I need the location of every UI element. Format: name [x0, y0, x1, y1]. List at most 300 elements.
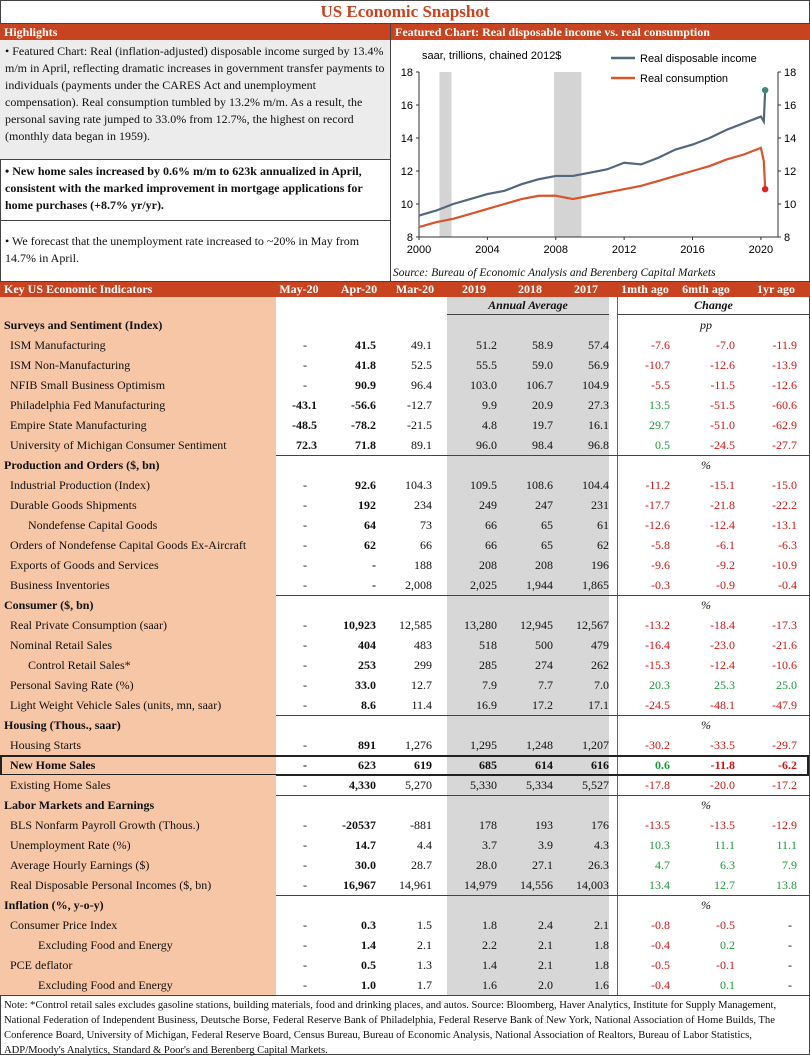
cell-chg-1mth: 29.7 [649, 418, 670, 432]
cell-apr20: 404 [358, 638, 376, 652]
cell-may20: - [303, 558, 307, 572]
cell-chg-1mth: -16.4 [645, 638, 670, 652]
cell-y2019: 14,979 [464, 878, 497, 892]
row-label: ISM Non-Manufacturing [0, 355, 276, 375]
cell-y2017: 5,527 [582, 778, 609, 792]
highlight-item-1: • Featured Chart: Real (inflation-adjusted) disposable income surged by 13.4% m/m in April, reflecting dramatic increases in government transfer payments to individuals (payments under the CARES Act and unemployment compensation). Real consumption tumbled by 13.2% m/m. As a result, the personal saving rate jumped to 33.0% from 12.7%, the highest on record (monthly data began in 1959). [0, 40, 390, 159]
table-row [0, 335, 810, 355]
cell-y2017: 16.1 [588, 418, 609, 432]
cell-may20: - [303, 878, 307, 892]
cell-chg-1mth: 20.3 [649, 678, 670, 692]
row-label: Excluding Food and Energy [0, 975, 276, 995]
cell-mar20: 1,276 [405, 738, 432, 752]
cell-y2019: 55.5 [476, 358, 497, 372]
cell-chg-1yr: -17.3 [772, 618, 797, 632]
table-row [0, 435, 810, 455]
section-row [0, 715, 810, 735]
table-row [0, 955, 810, 975]
cell-may20: - [303, 838, 307, 852]
cell-chg-6mth: -51.0 [710, 418, 735, 432]
cell-y2019: 16.9 [476, 698, 497, 712]
cell-chg-1yr: -11.9 [772, 338, 797, 352]
cell-chg-6mth: -51.5 [710, 398, 735, 412]
row-label: Empire State Manufacturing [0, 415, 276, 435]
cell-chg-1yr: -15.0 [772, 478, 797, 492]
cell-apr20: 8.6 [361, 698, 376, 712]
table-header-bar [0, 282, 810, 297]
cell-may20: - [303, 698, 307, 712]
row-label: Housing Starts [0, 735, 276, 755]
cell-chg-1mth: 4.7 [655, 858, 670, 872]
cell-y2019: 249 [479, 498, 497, 512]
cell-chg-1yr: - [788, 938, 792, 952]
cell-mar20: 49.1 [411, 338, 432, 352]
table-title: Key US Economic Indicators [4, 282, 153, 296]
row-label: NFIB Small Business Optimism [0, 375, 276, 395]
cell-may20: - [303, 758, 307, 772]
section-unit: % [701, 898, 711, 912]
cell-may20: - [303, 918, 307, 932]
y-tick-label-right: 14 [784, 133, 797, 145]
cell-y2018: 108.6 [526, 478, 553, 492]
y-tick-label-left: 18 [400, 67, 413, 79]
cell-apr20: 41.8 [355, 358, 376, 372]
y-tick-label-right: 8 [784, 232, 791, 244]
cell-chg-1yr: -47.9 [772, 698, 797, 712]
cell-chg-1mth: -0.5 [651, 958, 670, 972]
cell-may20: - [303, 618, 307, 632]
cell-y2018: 2.4 [538, 918, 553, 932]
cell-chg-1yr: -13.1 [772, 518, 797, 532]
cell-chg-1mth: -10.7 [645, 358, 670, 372]
cell-chg-6mth: 25.3 [714, 678, 735, 692]
col-2018: 2018 [518, 282, 542, 296]
table-row [0, 855, 810, 875]
cell-y2019: 7.9 [482, 678, 497, 692]
cell-chg-1mth: 0.6 [655, 758, 670, 772]
section-unit: % [701, 598, 711, 612]
table-row [0, 555, 810, 575]
table-row [0, 475, 810, 495]
cell-y2018: 12,945 [520, 618, 553, 632]
cell-chg-6mth: -0.5 [716, 918, 735, 932]
cell-y2018: 500 [535, 638, 553, 652]
cell-may20: - [303, 658, 307, 672]
cell-chg-6mth: -12.4 [710, 658, 735, 672]
cell-chg-1yr: - [788, 978, 792, 992]
cell-y2018: 274 [535, 658, 553, 672]
cell-mar20: 104.3 [405, 478, 432, 492]
cell-y2019: 285 [479, 658, 497, 672]
y-tick-label-right: 18 [784, 67, 797, 79]
cell-y2019: 685 [479, 758, 497, 772]
cell-apr20: 0.3 [361, 918, 376, 932]
cell-apr20: 92.6 [355, 478, 376, 492]
y-tick-label-right: 12 [784, 166, 797, 178]
cell-mar20: 2.1 [417, 938, 432, 952]
table-row [0, 935, 810, 955]
cell-y2018: 17.2 [532, 698, 553, 712]
cell-chg-1yr: 13.8 [776, 878, 797, 892]
cell-chg-1mth: -7.6 [651, 338, 670, 352]
cell-mar20: 5,270 [405, 778, 432, 792]
cell-chg-1yr: -22.2 [772, 498, 797, 512]
cell-apr20: 64 [364, 518, 376, 532]
cell-y2017: 1.6 [594, 978, 609, 992]
table-row [0, 575, 810, 595]
cell-mar20: 11.4 [411, 698, 432, 712]
cell-y2019: 208 [479, 558, 497, 572]
featured-chart [391, 40, 810, 280]
table-row [0, 815, 810, 835]
cell-chg-1yr: -10.9 [772, 558, 797, 572]
cell-apr20: -56.6 [351, 398, 376, 412]
cell-y2017: 231 [591, 498, 609, 512]
cell-apr20: 14.7 [355, 838, 376, 852]
cell-y2018: 3.9 [538, 838, 553, 852]
cell-mar20: -881 [410, 818, 432, 832]
table-row [0, 835, 810, 855]
cell-chg-6mth: -6.1 [716, 538, 735, 552]
cell-chg-1yr: 25.0 [776, 678, 797, 692]
legend-label: Real disposable income [640, 53, 757, 65]
cell-chg-1yr: 7.9 [782, 858, 797, 872]
cell-y2018: 58.9 [532, 338, 553, 352]
cell-y2019: 51.2 [476, 338, 497, 352]
legend-label: Real consumption [640, 73, 729, 85]
cell-chg-1yr: -6.2 [778, 758, 797, 772]
cell-y2018: 5,334 [526, 778, 553, 792]
cell-y2018: 27.1 [532, 858, 553, 872]
table-row [0, 675, 810, 695]
cell-chg-6mth: -48.1 [710, 698, 735, 712]
cell-y2019: 178 [479, 818, 497, 832]
cell-may20: - [303, 818, 307, 832]
row-label: Light Weight Vehicle Sales (units, mn, saar) [0, 695, 276, 715]
cell-may20: - [303, 958, 307, 972]
change-label: Change [617, 297, 810, 315]
row-label: New Home Sales [0, 755, 276, 775]
cell-y2017: 12,567 [576, 618, 609, 632]
cell-chg-1yr: -6.3 [778, 538, 797, 552]
cell-chg-1yr: -0.4 [778, 578, 797, 592]
cell-y2017: 17.1 [588, 698, 609, 712]
chart-svg [391, 40, 810, 266]
cell-chg-1yr: -29.7 [772, 738, 797, 752]
table-row [0, 735, 810, 755]
cell-chg-6mth: -12.6 [710, 358, 735, 372]
y-tick-label-left: 14 [400, 133, 413, 145]
cell-chg-1mth: -13.2 [645, 618, 670, 632]
row-label: Average Hourly Earnings ($) [0, 855, 276, 875]
section-label: Consumer ($, bn) [0, 595, 276, 615]
cell-apr20: 623 [358, 758, 376, 772]
cell-y2019: 66 [485, 518, 497, 532]
cell-chg-6mth: -0.9 [716, 578, 735, 592]
row-label: Real Private Consumption (saar) [0, 615, 276, 635]
table-row [0, 695, 810, 715]
cell-mar20: 1.5 [417, 918, 432, 932]
table-row [0, 355, 810, 375]
cell-may20: - [303, 638, 307, 652]
table-row [0, 515, 810, 535]
cell-chg-6mth: -0.1 [716, 958, 735, 972]
cell-apr20: -78.2 [351, 418, 376, 432]
cell-mar20: 619 [414, 758, 432, 772]
cell-y2017: 57.4 [588, 338, 609, 352]
cell-y2019: 518 [479, 638, 497, 652]
cell-y2019: 66 [485, 538, 497, 552]
cell-apr20: -20537 [342, 818, 376, 832]
cell-apr20: 4,330 [349, 778, 376, 792]
row-label: BLS Nonfarm Payroll Growth (Thous.) [0, 815, 276, 835]
table-row [0, 755, 810, 775]
cell-apr20: 41.5 [355, 338, 376, 352]
cell-y2018: 614 [535, 758, 553, 772]
y-tick-label-left: 8 [406, 232, 413, 244]
series-line-income [419, 90, 765, 215]
cell-mar20: -12.7 [407, 398, 432, 412]
cell-chg-6mth: 0.2 [720, 938, 735, 952]
cell-chg-1mth: -17.7 [645, 498, 670, 512]
cell-mar20: 73 [420, 518, 432, 532]
cell-y2017: 196 [591, 558, 609, 572]
cell-chg-1yr: -21.6 [772, 638, 797, 652]
cell-y2017: 56.9 [588, 358, 609, 372]
row-label: Orders of Nondefense Capital Goods Ex-Aircraft [0, 535, 276, 555]
cell-mar20: 12,585 [399, 618, 432, 632]
cell-may20: 72.3 [296, 438, 317, 452]
cell-mar20: 14,961 [399, 878, 432, 892]
cell-apr20: 0.5 [361, 958, 376, 972]
cell-y2019: 103.0 [470, 378, 497, 392]
cell-y2018: 208 [535, 558, 553, 572]
page-title: US Economic Snapshot [0, 0, 810, 24]
cell-y2017: 26.3 [588, 858, 609, 872]
cell-chg-1yr: -13.9 [772, 358, 797, 372]
cell-chg-1yr: - [788, 958, 792, 972]
section-label: Inflation (%, y-o-y) [0, 895, 276, 915]
cell-chg-1yr: -62.9 [772, 418, 797, 432]
cell-apr20: 10,923 [343, 618, 376, 632]
table-row [0, 535, 810, 555]
cell-y2018: 193 [535, 818, 553, 832]
cell-y2019: 1.6 [482, 978, 497, 992]
cell-may20: - [303, 358, 307, 372]
row-label: Philadelphia Fed Manufacturing [0, 395, 276, 415]
cell-chg-6mth: 11.1 [714, 838, 735, 852]
col-may20: May-20 [279, 282, 319, 296]
cell-apr20: 1.4 [361, 938, 376, 952]
cell-y2018: 1,944 [526, 578, 553, 592]
cell-y2019: 5,330 [470, 778, 497, 792]
section-row [0, 455, 810, 475]
series-end-marker [762, 87, 768, 93]
section-label: Labor Markets and Earnings [0, 795, 276, 815]
section-unit: % [701, 798, 711, 812]
x-tick-label: 2012 [611, 244, 637, 256]
cell-y2019: 1.8 [482, 918, 497, 932]
cell-apr20: 33.0 [355, 678, 376, 692]
cell-y2018: 98.4 [532, 438, 553, 452]
cell-may20: - [303, 518, 307, 532]
cell-chg-6mth: 12.7 [714, 878, 735, 892]
cell-may20: - [303, 778, 307, 792]
cell-may20: - [303, 538, 307, 552]
cell-mar20: -21.5 [407, 418, 432, 432]
cell-chg-6mth: -11.5 [710, 378, 735, 392]
cell-y2018: 65 [541, 518, 553, 532]
cell-apr20: 30.0 [355, 858, 376, 872]
cell-mar20: 96.4 [411, 378, 432, 392]
cell-chg-1mth: 10.3 [649, 838, 670, 852]
section-unit: pp [700, 318, 712, 332]
cell-chg-6mth: -33.5 [710, 738, 735, 752]
row-label: Control Retail Sales* [0, 655, 276, 675]
cell-y2018: 14,556 [520, 878, 553, 892]
row-label: Real Disposable Personal Incomes ($, bn) [0, 875, 276, 895]
cell-mar20: 483 [414, 638, 432, 652]
cell-mar20: 234 [414, 498, 432, 512]
cell-y2017: 1.8 [594, 958, 609, 972]
y-tick-label-left: 16 [400, 100, 413, 112]
highlight-item-3: • We forecast that the unemployment rate increased to ~20% in May from 14.7% in April. [5, 234, 360, 265]
cell-may20: - [303, 938, 307, 952]
cell-may20: - [303, 338, 307, 352]
cell-y2019: 13,280 [464, 618, 497, 632]
cell-y2017: 4.3 [594, 838, 609, 852]
cell-apr20: 62 [364, 538, 376, 552]
cell-apr20: 90.9 [355, 378, 376, 392]
y-tick-label-right: 10 [784, 199, 797, 211]
cell-apr20: - [372, 578, 376, 592]
cell-y2018: 2.1 [538, 938, 553, 952]
row-label: Consumer Price Index [0, 915, 276, 935]
cell-chg-6mth: -13.5 [710, 818, 735, 832]
cell-y2019: 28.0 [476, 858, 497, 872]
y-tick-label-left: 10 [400, 199, 413, 211]
cell-y2019: 2,025 [470, 578, 497, 592]
section-label: Housing (Thous., saar) [0, 715, 276, 735]
cell-chg-1mth: -13.5 [645, 818, 670, 832]
table-row [0, 635, 810, 655]
cell-mar20: 89.1 [411, 438, 432, 452]
row-label: Unemployment Rate (%) [0, 835, 276, 855]
cell-chg-1mth: -12.6 [645, 518, 670, 532]
cell-may20: - [303, 738, 307, 752]
cell-mar20: 188 [414, 558, 432, 572]
cell-chg-1mth: 13.5 [649, 398, 670, 412]
y-tick-label-left: 12 [400, 166, 413, 178]
units-label: saar, trillions, chained 2012$ [422, 50, 562, 62]
cell-y2017: 104.4 [582, 478, 609, 492]
row-label: University of Michigan Consumer Sentiment [0, 435, 276, 455]
table-row [0, 655, 810, 675]
cell-apr20: 1.0 [361, 978, 376, 992]
cell-y2017: 616 [591, 758, 609, 772]
cell-y2019: 2.2 [482, 938, 497, 952]
cell-may20: - [303, 478, 307, 492]
cell-chg-6mth: -24.5 [710, 438, 735, 452]
recession-band [554, 72, 581, 237]
cell-may20: - [303, 858, 307, 872]
series-end-marker [762, 186, 768, 192]
cell-y2017: 61 [597, 518, 609, 532]
cell-chg-6mth: -18.4 [710, 618, 735, 632]
cell-chg-1mth: -0.8 [651, 918, 670, 932]
cell-chg-6mth: -11.8 [710, 758, 735, 772]
cell-chg-6mth: 6.3 [720, 858, 735, 872]
section-row [0, 895, 810, 915]
cell-chg-6mth: -7.0 [716, 338, 735, 352]
cell-chg-6mth: -15.1 [710, 478, 735, 492]
highlight-item-2: • New home sales increased by 0.6% m/m to 623k annualized in April, consistent with the marked improvement in mortgage applications for home purchases (+8.7% yr/yr). [5, 164, 363, 212]
cell-may20: -43.1 [292, 398, 317, 412]
cell-y2017: 262 [591, 658, 609, 672]
cell-may20: - [303, 678, 307, 692]
row-label: PCE deflator [0, 955, 276, 975]
cell-y2018: 106.7 [526, 378, 553, 392]
highlights-header: Highlights [0, 24, 390, 40]
cell-mar20: 66 [420, 538, 432, 552]
cell-may20: - [303, 378, 307, 392]
cell-chg-1yr: -60.6 [772, 398, 797, 412]
cell-chg-1mth: -0.3 [651, 578, 670, 592]
cell-y2018: 7.7 [538, 678, 553, 692]
section-label: Surveys and Sentiment (Index) [0, 315, 276, 335]
cell-mar20: 299 [414, 658, 432, 672]
cell-y2017: 104.9 [582, 378, 609, 392]
cell-y2017: 1,207 [582, 738, 609, 752]
cell-apr20: 891 [358, 738, 376, 752]
section-row [0, 315, 810, 335]
cell-y2018: 1,248 [526, 738, 553, 752]
cell-y2019: 1,295 [470, 738, 497, 752]
cell-apr20: - [372, 558, 376, 572]
section-label: Production and Orders ($, bn) [0, 455, 276, 475]
table-row [0, 915, 810, 935]
cell-chg-6mth: -12.4 [710, 518, 735, 532]
cell-y2018: 247 [535, 498, 553, 512]
cell-chg-1mth: -11.2 [645, 478, 670, 492]
cell-chg-1yr: -27.7 [772, 438, 797, 452]
table-row [0, 415, 810, 435]
table-row [0, 375, 810, 395]
cell-chg-1mth: 0.5 [655, 438, 670, 452]
cell-y2019: 96.0 [476, 438, 497, 452]
cell-apr20: 16,967 [343, 878, 376, 892]
cell-may20: -48.5 [292, 418, 317, 432]
series-line-consumption [419, 148, 765, 227]
row-label: Business Inventories [0, 575, 276, 595]
cell-y2017: 479 [591, 638, 609, 652]
table-row [0, 975, 810, 995]
cell-chg-6mth: -9.2 [716, 558, 735, 572]
cell-chg-6mth: 0.1 [720, 978, 735, 992]
section-row [0, 795, 810, 815]
cell-chg-1mth: -17.8 [645, 778, 670, 792]
col-6mth: 6mth ago [682, 282, 730, 296]
row-label: Industrial Production (Index) [0, 475, 276, 495]
cell-mar20: 1.3 [417, 958, 432, 972]
section-unit: % [701, 458, 711, 472]
cell-mar20: 1.7 [417, 978, 432, 992]
cell-y2018: 19.7 [532, 418, 553, 432]
cell-y2017: 14,003 [576, 878, 609, 892]
cell-chg-1mth: -5.5 [651, 378, 670, 392]
cell-y2017: 62 [597, 538, 609, 552]
col-1mth: 1mth ago [621, 282, 669, 296]
